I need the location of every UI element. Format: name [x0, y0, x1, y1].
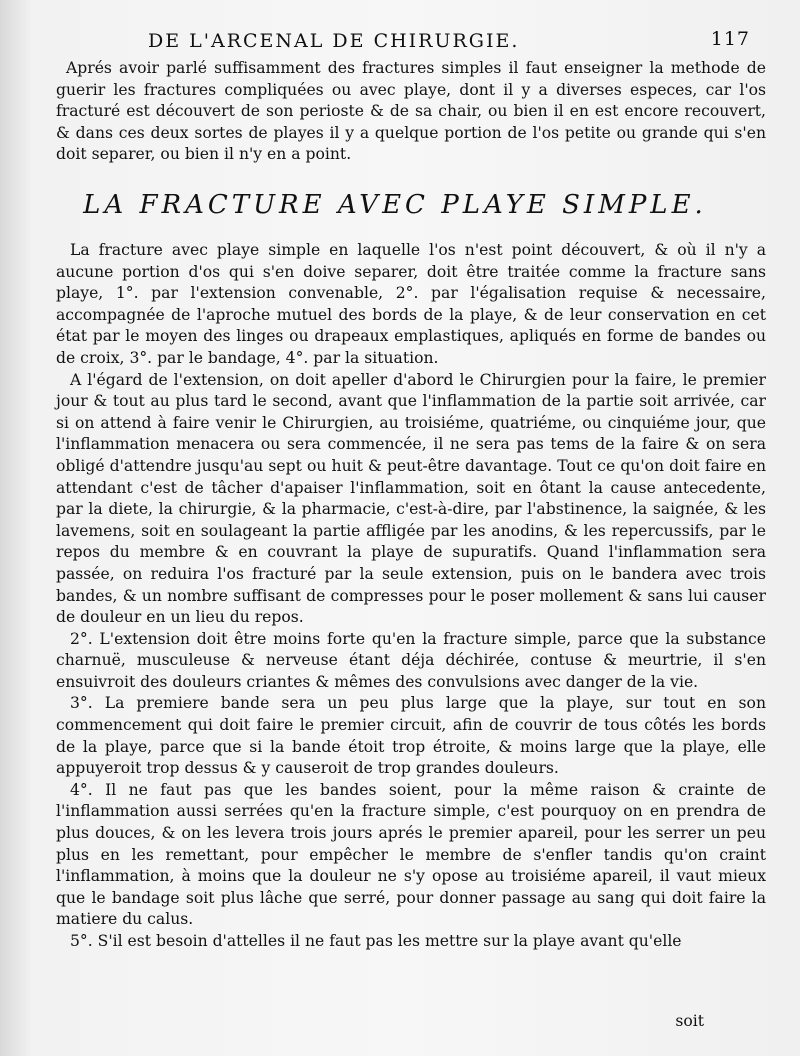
paragraph: La fracture avec playe simple en laquelle l'os n'est point découvert, & où il n'y a aucune portion d'os qui s'en doive separer, doit être traitée comme la fracture sans playe, 1°. par l'extension convenable, 2°. par l'égalisation requise & necessaire, accompagnée de l'aproche mutuel des bords de la playe, & de leur conservation en cet état par le moyen des linges ou drapeaux emplastiques, apliqués en forme de bandes ou de croix, 3°. par le bandage, 4°. par la situation. [56, 241, 766, 367]
page-number: 117 [710, 28, 750, 50]
paragraph: A l'égard de l'extension, on doit apeller d'abord le Chirurgien pour la faire, le premier jour & tout au plus tard le second, avant que l'inflammation de la partie soit arrivée, car si on attend à faire venir le Chirurgien, au troisiéme, quatriéme, ou cinquiéme jour, que l'inflammation menacera ou sera commencée, il ne sera pas tems de la faire & on sera obligé d'attendre jusqu'au sept ou huit & peut-être davantage. Tout ce qu'on doit faire en attendant c'est de tâcher d'apaiser l'inflammation, soit en ôtant la cause antecedente, par la diete, la chirurgie, & la pharmacie, c'est-à-dire, par l'abstinence, la saignée, & les lavemens, soit en soulageant la partie affligée par les anodins, & les repercussifs, par le repos du membre & en couvrant la playe de supuratifs. Quand l'inflammation sera passée, on reduira l'os fracturé par la seule extension, puis on le bandera avec trois bandes, & un nombre suffisant de compresses pour le poser mollement & sans lui causer de douleur en un lieu du repos. [56, 370, 766, 627]
body-text [56, 240, 766, 953]
paragraph: 4°. Il ne faut pas que les bandes soient, pour la même raison & crainte de l'inflammation aussi serrées qu'en la fracture simple, c'est pourquoy on en prendra de plus douces, & on les levera trois jours aprés le premier apareil, pour les serrer un peu plus en les remettant, pour empêcher le membre de s'enfler tandis qu'on craint l'inflammation, à moins que la douleur ne s'y opose au troisiéme apareil, il vaut mieux que le bandage soit plus lâche que serré, pour donner passage au sang qui doit faire la matiere du calus. [56, 780, 766, 929]
intro-block [56, 58, 766, 166]
paragraph: 3°. La premiere bande sera un peu plus large que la playe, sur tout en son commencement qui doit faire le premier circuit, afin de couvrir de tous côtés les bords de la playe, parce que si la bande étoit trop étroite, & moins large que la playe, elle appuyeroit trop dessus & y causeroit de trop grandes douleurs. [56, 694, 766, 778]
section-title: LA FRACTURE AVEC PLAYE SIMPLE. [83, 190, 707, 220]
catchword: soit [675, 1012, 704, 1030]
intro-paragraph: Aprés avoir parlé suffisamment des fractures simples il faut enseigner la methode de guerir les fractures compliquées ou avec playe, dont il y a diverses especes, car l'os fracturé est découvert de son perioste & de sa chair, ou bien il en est encore recouvert, & dans ces deux sortes de playes il y a quelque portion de l'os petite ou grande qui s'en doit separer, ou bien il n'y en a point. [56, 59, 766, 164]
page-header [148, 30, 760, 54]
paragraph: 5°. S'il est besoin d'attelles il ne faut pas les mettre sur la playe avant qu'elle [70, 932, 682, 950]
running-head: DE L'ARCENAL DE CHIRURGIE. [148, 30, 520, 52]
paragraph: 2°. L'extension doit être moins forte qu'en la fracture simple, parce que la substance charnuë, musculeuse & nerveuse étant déja déchirée, contuse & meurtrie, il s'en ensuivroit des douleurs criantes & mêmes des convulsions avec danger de la vie. [56, 629, 766, 691]
